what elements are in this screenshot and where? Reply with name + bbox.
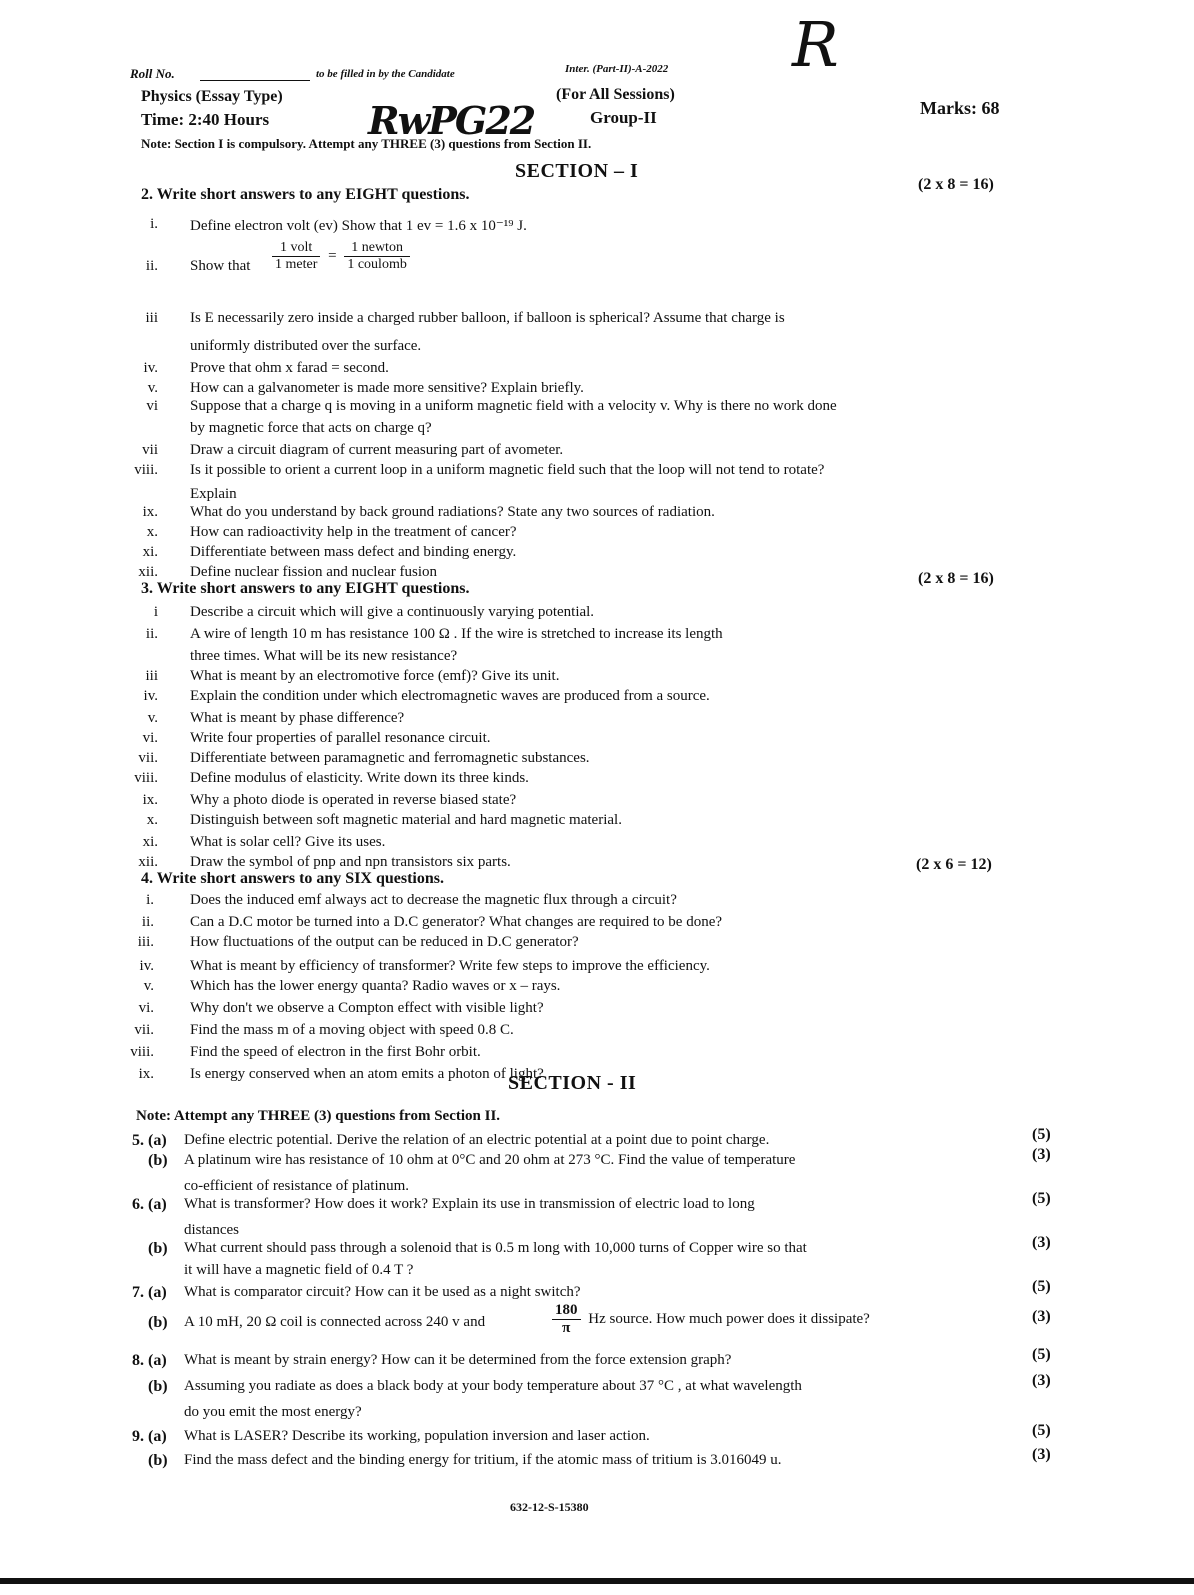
section-2-marks: (3) <box>1032 1234 1051 1251</box>
q2-item-number: vii <box>142 442 158 458</box>
q2-item-number: i. <box>150 216 158 232</box>
handwritten-r: R <box>792 8 839 81</box>
section-2-question-text: distances <box>184 1222 239 1238</box>
q4-item-number: vi. <box>138 1000 154 1016</box>
section-2-question-number: (b) <box>148 1240 168 1257</box>
q3-item-number: x. <box>146 812 158 828</box>
q2-marks: (2 x 8 = 16) <box>918 176 994 193</box>
q3-item-text: Explain the condition under which electromagnetic waves are produced from a source. <box>190 688 710 704</box>
section-2-title: SECTION - II <box>508 1072 637 1094</box>
q4-item-number: viii. <box>130 1044 154 1060</box>
q2-item-number: viii. <box>134 462 158 478</box>
q3-item-text: A wire of length 10 m has resistance 100 Ω . If the wire is stretched to increase its length <box>190 626 723 642</box>
section-2-question-number: 5. (a) <box>132 1132 167 1149</box>
subject: Physics (Essay Type) <box>141 88 283 105</box>
q3-item-text: three times. What will be its new resistance? <box>190 648 458 664</box>
section-2-question-number: (b) <box>148 1378 168 1395</box>
total-marks: Marks: 68 <box>920 98 1000 118</box>
section-2-marks: (5) <box>1032 1126 1051 1143</box>
q2-item-number: iv. <box>143 360 158 376</box>
paper-code: Inter. (Part-II)-A-2022 <box>565 63 669 75</box>
q2-item-text: Show that <box>190 258 251 274</box>
q4-item-text: Why don't we observe a Compton effect with visible light? <box>190 1000 544 1016</box>
q2-item-text: Is it possible to orient a current loop in a uniform magnetic field such that the loop will not tend to rotate? <box>190 462 825 478</box>
q3-item-number: iii <box>145 668 158 684</box>
bottom-border <box>0 1578 1194 1584</box>
q4-item-number: iii. <box>137 934 154 950</box>
q4-item-number: ix. <box>138 1066 154 1082</box>
section-2-question-number: (b) <box>148 1152 168 1169</box>
q3-item-number: iv. <box>143 688 158 704</box>
section-2-marks: (3) <box>1032 1146 1051 1163</box>
section-2-question-text: Find the mass defect and the binding energy for tritium, if the atomic mass of tritium is 3.016049 u. <box>184 1452 782 1468</box>
q3-item-text: What is solar cell? Give its uses. <box>190 834 386 850</box>
section-2-marks: (3) <box>1032 1372 1051 1389</box>
section-1-title: SECTION – I <box>515 160 639 182</box>
section-2-question-text: What current should pass through a solenoid that is 0.5 m long with 10,000 turns of Copper wire so that <box>184 1240 807 1256</box>
q2-item-text: Prove that ohm x farad = second. <box>190 360 389 376</box>
section-2-question-text: What is LASER? Describe its working, population inversion and laser action. <box>184 1428 650 1444</box>
fraction-180-pi: $\frac{180}{\pi}$ <box>552 1302 581 1337</box>
roll-no-label: Roll No. <box>130 66 175 81</box>
section-2-question-number: 6. (a) <box>132 1196 167 1213</box>
q3-item-text: Write four properties of parallel resonance circuit. <box>190 730 491 746</box>
q2-item-text: uniformly distributed over the surface. <box>190 338 422 354</box>
q3-item-number: vi. <box>142 730 158 746</box>
section-2-note: Note: Attempt any THREE (3) questions from Section II. <box>136 1108 501 1124</box>
section-2-question-text: co-efficient of resistance of platinum. <box>184 1178 410 1194</box>
q3-item-text: Distinguish between soft magnetic material and hard magnetic material. <box>190 812 622 828</box>
q2-item-number: xii. <box>138 564 158 580</box>
q3-item-number: ix. <box>142 792 158 808</box>
fraction-volt-meter: $\frac{\text{1 volt}}{\text{1 meter}}$ <box>272 240 320 273</box>
paper-serial-code: 632-12-S-15380 <box>510 1500 589 1514</box>
q3-item-number: ii. <box>145 626 158 642</box>
section-2-question-text: Define electric potential. Derive the relation of an electric potential at a point due to point charge. <box>184 1132 770 1148</box>
section-2-question-number: 8. (a) <box>132 1352 167 1369</box>
section-2-question-text: do you emit the most energy? <box>184 1404 362 1420</box>
section-2-question-text: Assuming you radiate as does a black body at your body temperature about 37 °C , at what wavelength <box>184 1378 802 1394</box>
section-2-question-number: (b) <box>148 1452 168 1469</box>
q3-item-text: What is meant by phase difference? <box>190 710 405 726</box>
q3-item-text: Differentiate between paramagnetic and ferromagnetic substances. <box>190 750 590 766</box>
section-2-marks: (3) <box>1032 1308 1051 1325</box>
q4-item-text: Which has the lower energy quanta? Radio waves or x – rays. <box>190 978 561 994</box>
q2-heading: 2. Write short answers to any EIGHT questions. <box>141 186 470 203</box>
q7b-tail <box>548 1302 870 1337</box>
q2-item-text: Differentiate between mass defect and binding energy. <box>190 544 517 560</box>
section-2-question-text: A 10 mH, 20 Ω coil is connected across 240 v and <box>184 1314 486 1330</box>
q4-item-text: What is meant by efficiency of transformer? Write few steps to improve the efficiency. <box>190 958 710 974</box>
q2-item-text: Define electron volt (ev) Show that 1 ev = 1.6 x 10⁻¹⁹ J. <box>190 218 527 234</box>
handwritten-signature: RwPG22 <box>368 98 535 143</box>
q4-item-number: iv. <box>139 958 154 974</box>
section-2-question-number: 9. (a) <box>132 1428 167 1445</box>
q3-item-text: What is meant by an electromotive force (emf)? Give its unit. <box>190 668 560 684</box>
q2-item-text: Draw a circuit diagram of current measuring part of avometer. <box>190 442 564 458</box>
q3-item-number: i <box>153 604 158 620</box>
q3-item-text: Why a photo diode is operated in reverse biased state? <box>190 792 517 808</box>
q4-item-number: vii. <box>134 1022 154 1038</box>
fraction-newton-coulomb: $\frac{\text{1 newton}}{\text{1 coulomb}}$ <box>344 240 410 273</box>
section-2-marks: (5) <box>1032 1422 1051 1439</box>
section-2-question-text: What is comparator circuit? How can it be used as a night switch? <box>184 1284 581 1300</box>
q4-marks: (2 x 6 = 12) <box>916 856 992 873</box>
group: Group-II <box>590 108 657 127</box>
q3-item-number: xi. <box>142 834 158 850</box>
section-2-question-text: A platinum wire has resistance of 10 ohm at 0°C and 20 ohm at 273 °C. Find the value of temperature <box>184 1152 796 1168</box>
q4-item-text: How fluctuations of the output can be reduced in D.C generator? <box>190 934 579 950</box>
q2-item-text: Is E necessarily zero inside a charged rubber balloon, if balloon is spherical? Assume that charge is <box>190 310 785 326</box>
q2-item-number: ii. <box>145 258 158 274</box>
q3-item-text: Draw the symbol of pnp and npn transistors six parts. <box>190 854 511 870</box>
q2-item-text: Suppose that a charge q is moving in a uniform magnetic field with a velocity v. Why is there no work done <box>190 398 837 414</box>
q3-item-number: viii. <box>134 770 158 786</box>
q4-item-text: Find the mass m of a moving object with speed 0.8 C. <box>190 1022 514 1038</box>
q2-item-number: xi. <box>142 544 158 560</box>
q4-item-number: ii. <box>141 914 154 930</box>
time: Time: 2:40 Hours <box>141 110 270 129</box>
q2-item-number: v. <box>147 380 158 396</box>
q3-item-text: Describe a circuit which will give a continuously varying potential. <box>190 604 595 620</box>
equals-sign: = <box>328 247 337 264</box>
roll-no-blank <box>200 80 310 81</box>
q2-item-text: How can radioactivity help in the treatment of cancer? <box>190 524 517 540</box>
q3-heading: 3. Write short answers to any EIGHT questions. <box>141 580 470 597</box>
q2-item-number: vi <box>146 398 158 414</box>
q4-item-text: Does the induced emf always act to decrease the magnetic flux through a circuit? <box>190 892 677 908</box>
q3-item-text: Define modulus of elasticity. Write down its three kinds. <box>190 770 529 786</box>
q2-item-text: Explain <box>190 486 237 502</box>
section-2-question-number: (b) <box>148 1314 168 1331</box>
section-2-question-number: 7. (a) <box>132 1284 167 1301</box>
section-2-question-text: it will have a magnetic field of 0.4 T ? <box>184 1262 414 1278</box>
q3-item-number: v. <box>147 710 158 726</box>
q2-ii-formula <box>268 240 414 273</box>
section-2-question-text: What is transformer? How does it work? Explain its use in transmission of electric load to long <box>184 1196 755 1212</box>
instructions-note: Note: Section I is compulsory. Attempt any THREE (3) questions from Section II. <box>141 136 592 151</box>
q2-item-text: Define nuclear fission and nuclear fusion <box>190 564 437 580</box>
q2-item-number: ix. <box>142 504 158 520</box>
q4-item-number: v. <box>143 978 154 994</box>
q2-item-text: What do you understand by back ground radiations? State any two sources of radiation. <box>190 504 715 520</box>
q4-item-number: i. <box>146 892 154 908</box>
q4-item-text: Is energy conserved when an atom emits a photon of light? <box>190 1066 544 1082</box>
roll-no-note: to be filled in by the Candidate <box>316 68 455 80</box>
section-2-marks: (5) <box>1032 1190 1051 1207</box>
q2-item-number: iii <box>145 310 158 326</box>
q7b-tail-text: Hz source. How much power does it dissipate? <box>588 1310 870 1327</box>
q3-item-number: xii. <box>138 854 158 870</box>
q2-item-number: x. <box>146 524 158 540</box>
q3-marks: (2 x 8 = 16) <box>918 570 994 587</box>
q4-heading: 4. Write short answers to any SIX questions. <box>141 870 444 887</box>
section-2-marks: (5) <box>1032 1346 1051 1363</box>
q2-item-text: by magnetic force that acts on charge q? <box>190 420 432 436</box>
q3-item-number: vii. <box>138 750 158 766</box>
section-2-question-text: What is meant by strain energy? How can it be determined from the force extension graph? <box>184 1352 732 1368</box>
sessions: (For All Sessions) <box>556 86 675 103</box>
q2-item-text: How can a galvanometer is made more sensitive? Explain briefly. <box>190 380 584 396</box>
section-2-marks: (5) <box>1032 1278 1051 1295</box>
section-2-marks: (3) <box>1032 1446 1051 1463</box>
q4-item-text: Can a D.C motor be turned into a D.C generator? What changes are required to be done? <box>190 914 723 930</box>
q4-item-text: Find the speed of electron in the first Bohr orbit. <box>190 1044 481 1060</box>
